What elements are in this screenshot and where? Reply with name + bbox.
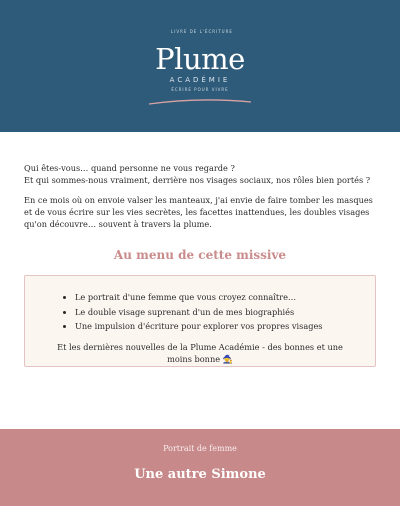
portrait-kicker: Portrait de femme [163, 444, 237, 453]
portrait-section-banner [0, 429, 400, 506]
logo-subtitle: ACADÉMIE [169, 76, 231, 84]
intro-paragraph-2: En ce mois où on envoie valser les manteaux, j'ai envie de faire tomber les masques et de vous écrire sur les vies secrètes, les facettes inattendues, les doubles visages qu'on découvre… souvent à travers la plume. [24, 195, 373, 229]
portrait-title: Une autre Simone [134, 467, 266, 482]
menu-extra-text: Et les dernières nouvelles de la Plume Académie - des bonnes et une moins bonne [57, 341, 343, 364]
menu-item: • Une impulsion d'écriture pour explorer vos propres visages [75, 319, 355, 334]
menu-box [24, 275, 376, 367]
menu-section-title: Au menu de cette missive [113, 248, 287, 262]
menu-item: • Le double visage suprenant d'un de mes biographiés [75, 305, 355, 320]
logo-arc-text: LIVRE DE L'ÉCRITURE [171, 29, 233, 34]
logo-swoosh-icon [147, 98, 253, 106]
menu-extra-note [45, 341, 355, 365]
intro-text [0, 132, 400, 230]
logo-wordmark: Plume [155, 42, 245, 76]
wizard-emoji-icon: 🧙 [222, 353, 233, 364]
intro-question-2: Et qui sommes-nous vraiment, derrière nos visages sociaux, nos rôles bien portés ? [24, 175, 371, 185]
newsletter-header [0, 0, 400, 132]
intro-paragraph-1 [24, 162, 376, 186]
logo-tagline: ÉCRIRE POUR VIVRE [171, 87, 229, 92]
intro-question-1: Qui êtes-vous… quand personne ne vous regarde ? [24, 163, 235, 173]
plume-academie-logo[interactable] [0, 20, 400, 120]
menu-list [45, 290, 355, 334]
menu-item: • Le portrait d'une femme que vous croyez connaître… [75, 290, 355, 305]
